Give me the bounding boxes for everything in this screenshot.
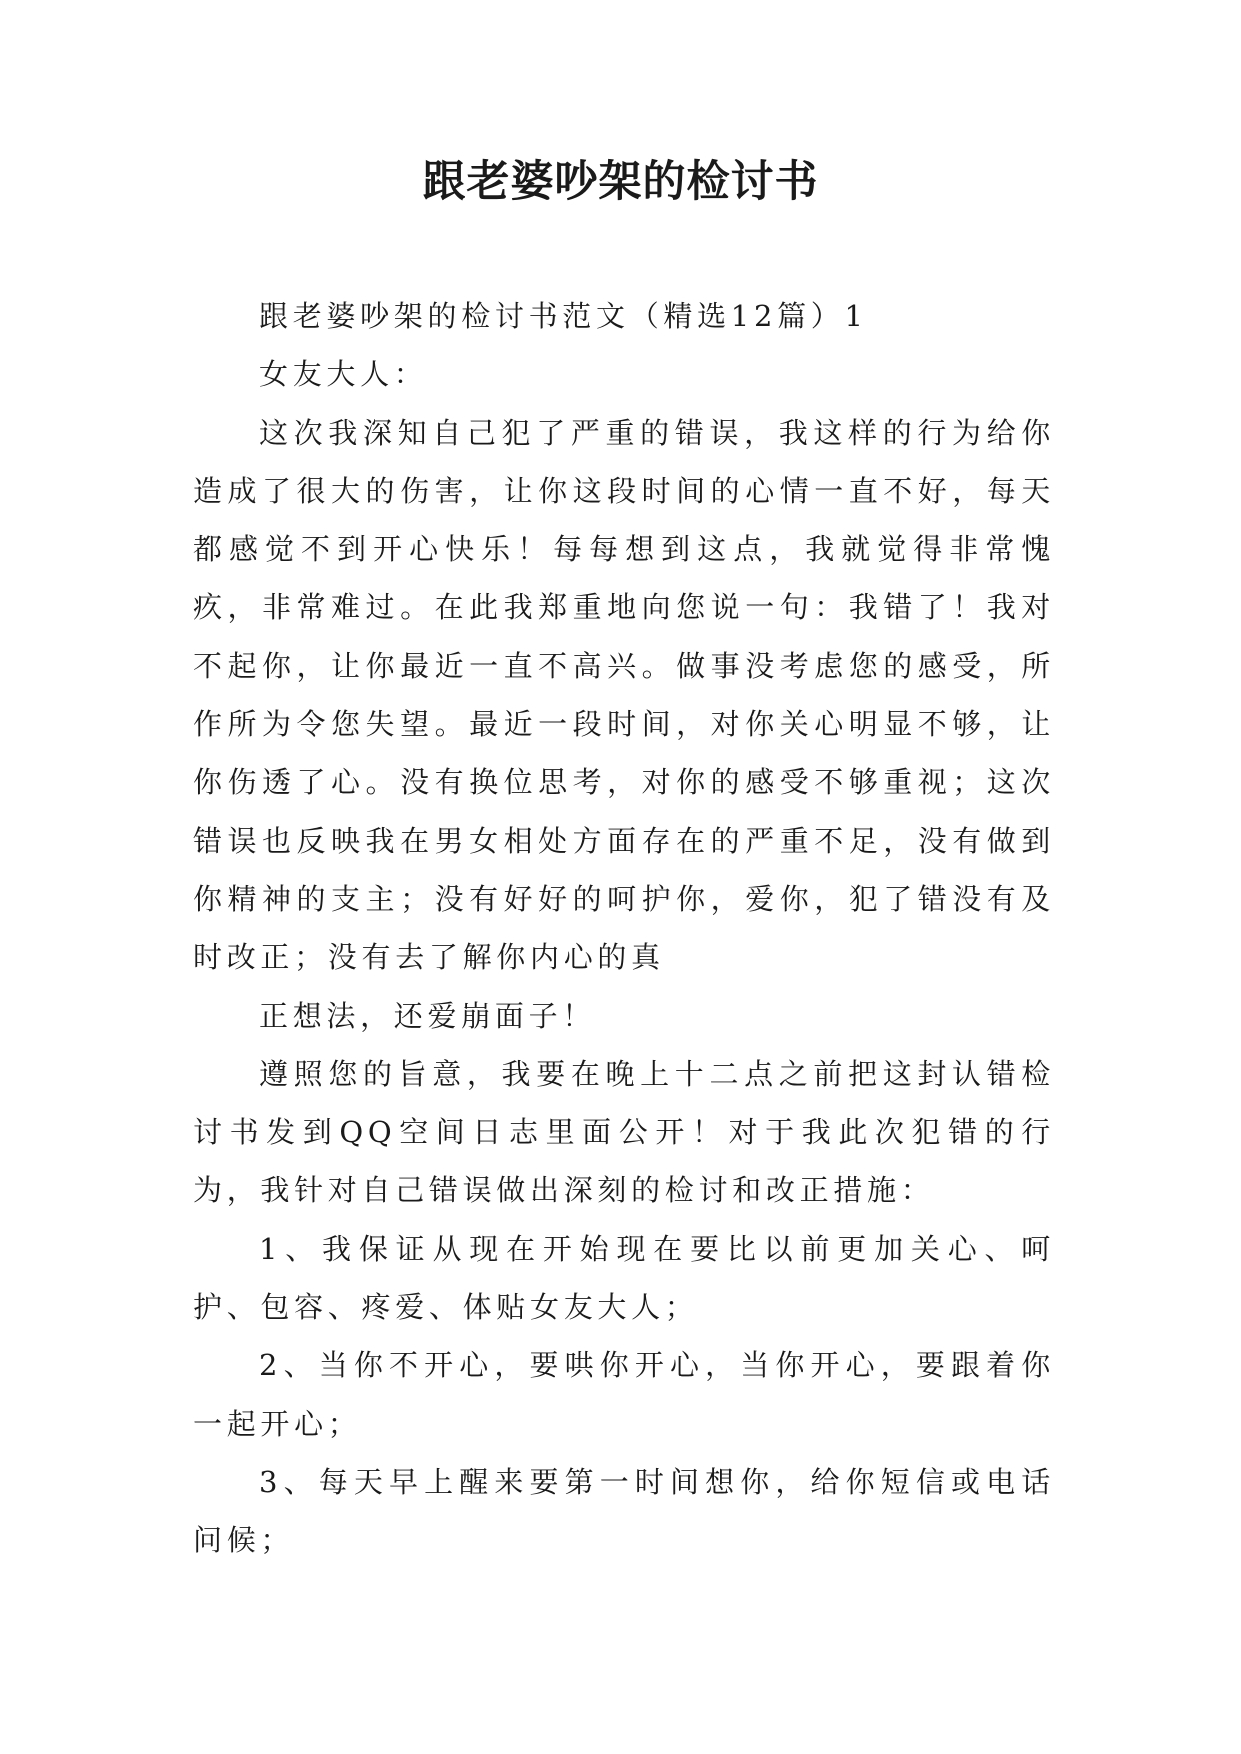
list-item-3: 3、每天早上醒来要第一时间想你，给你短信或电话问候；	[193, 1464, 1055, 1558]
document-title: 跟老婆吵架的检讨书	[422, 157, 819, 207]
paragraph-subtitle: 跟老婆吵架的检讨书范文（精选12篇）1	[259, 299, 868, 333]
document-body	[193, 287, 1055, 1570]
paragraph-commitment-intro: 遵照您的旨意，我要在晚上十二点之前把这封认错检讨书发到QQ空间日志里面公开！对于我此次犯错的行为，我针对自己错误做出深刻的检讨和改正措施：	[193, 1056, 1055, 1208]
paragraph-confession: 这次我深知自己犯了严重的错误，我这样的行为给你造成了很大的伤害，让你这段时间的心情一直不好，每天都感觉不到开心快乐！每每想到这点，我就觉得非常愧疚，非常难过。在此我郑重地向您说一句：我错了！我对不起你，让你最近一直不高兴。做事没考虑您的感受，所作所为令您失望。最近一段时间，对你关心明显不够，让你伤透了心。没有换位思考，对你的感受不够重视；这次错误也反映我在男女相处方面存在的严重不足，没有做到你精神的支主；没有好好的呵护你，爱你，犯了错没有及时改正；没有去了解你内心的真	[193, 415, 1055, 975]
list-item-1: 1、我保证从现在开始现在要比以前更加关心、呵护、包容、疼爱、体贴女友大人；	[193, 1231, 1055, 1325]
list-item-2: 2、当你不开心，要哄你开心，当你开心，要跟着你一起开心；	[193, 1348, 1055, 1441]
paragraph-salutation: 女友大人：	[259, 357, 428, 392]
paragraph-continuation: 正想法，还爱崩面子！	[259, 998, 597, 1033]
